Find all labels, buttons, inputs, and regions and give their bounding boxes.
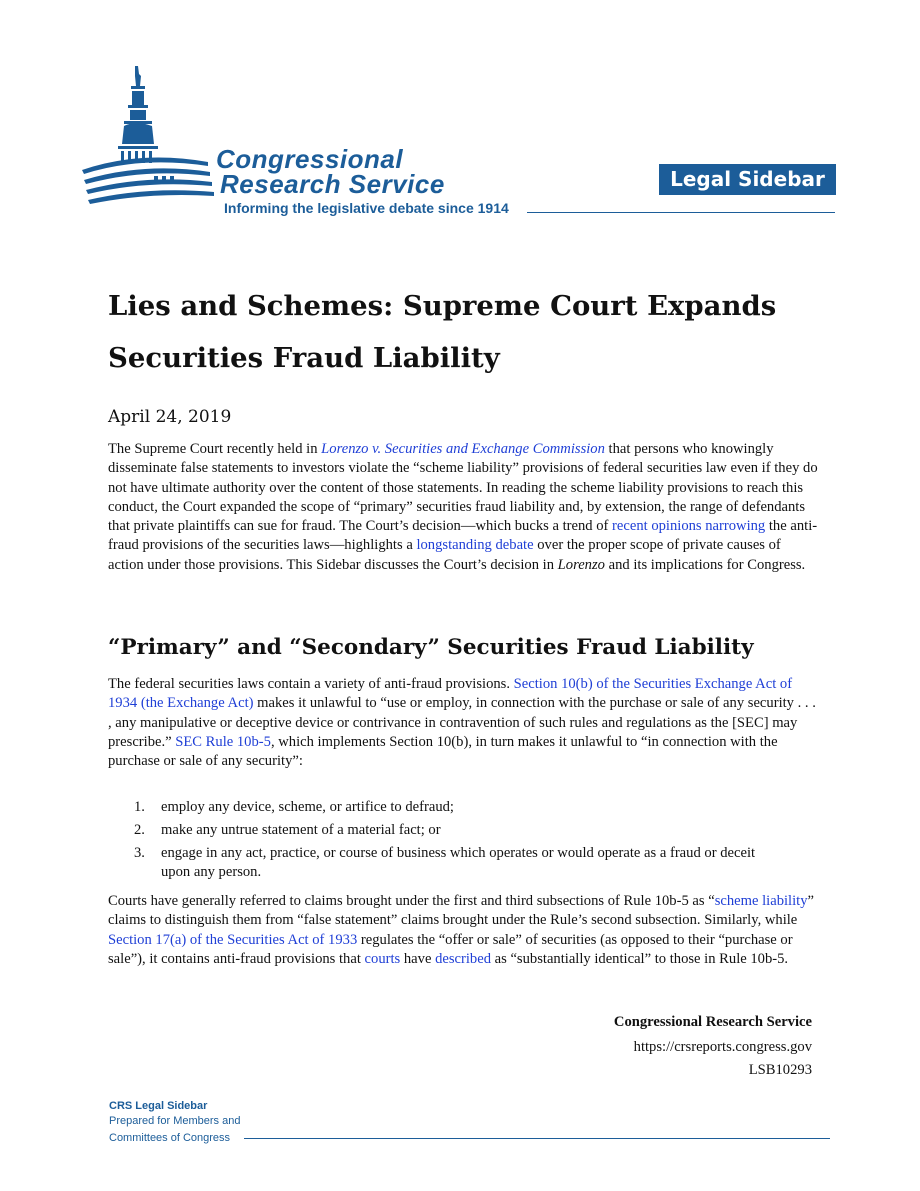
capitol-dome-logo [80,64,220,214]
section-paragraph-2: Courts have generally referred to claims brought under the first and third subsections of Rule 10b-5 as “scheme liability” claims to distinguish them from “false statement” claims brought under the Rule’s second subsection. Similarly, while Section 17(a) of the Securities Act of 1933 regulates the “offer or sale” of securities (as opposed to their “purchase or sale”), it contains anti-fraud provisions that courts have described as “substantially identical” to those in Rule 10b-5. [108,893,814,967]
footer-line3: Committees of Congress [109,1132,231,1144]
section-10b-link[interactable]: Section 10(b) of the Securities Exchange Act of 1934 (the Exchange Act) [108,676,793,712]
report-id: LSB10293 [748,1062,812,1078]
page-title: Lies and Schemes: Supreme Court Expands Securities Fraud Liability [108,290,777,374]
described-link[interactable]: described [435,950,491,967]
footer-line2: Prepared for Members and [109,1115,241,1127]
footer-rule [244,1138,830,1139]
lorenzo-case-link[interactable]: Lorenzo v. Securities and Exchange Commission [321,441,605,457]
publication-date: April 24, 2019 [108,407,232,427]
header-rule [527,212,835,213]
footer-title: CRS Legal Sidebar [109,1100,208,1112]
signature-url: https://crsreports.congress.gov [633,1039,812,1055]
org-tagline: Informing the legislative debate since 1914 [224,200,509,216]
section-paragraph-1: The federal securities laws contain a variety of anti-fraud provisions. Section 10(b) of the Securities Exchange Act of 1934 (the Exchange Act) makes it unlawful to “use or employ, in connection with the purchase or sale of any security . . . , any manipulative or deceptive device or contrivance in contravention of such rules and regulations as the [SEC] may prescribe.” SEC Rule 10b-5, which implements Section 10(b), in turn makes it unlawful to “in connection with the purchase or sale of any security”: [108,676,816,770]
signature-org: Congressional Research Service [613,1014,812,1030]
legal-sidebar-badge: Legal Sidebar [659,164,836,195]
rule-10b5-link[interactable]: SEC Rule 10b-5 [175,733,271,750]
scheme-liability-link[interactable]: scheme liability [714,893,808,909]
intro-paragraph: The Supreme Court recently held in Lorenzo v. Securities and Exchange Commission that persons who knowingly disseminate false statements to investors violate the “scheme liability” provisions of federal securities law even if they do not have ultimate authority over the content of those statements. In reading the scheme liability provisions to reach this conduct, the Court expanded the scope of “primary” securities fraud liability and, by extension, the range of defendants that private plaintiffs can sue for fraud. The Court’s decision—which bucks a trend of recent opinions narrowing the anti-fraud provisions of the securities laws—highlights a longstanding debate over the proper scope of private causes of action under those provisions. This Sidebar discusses the Court’s decision in Lorenzo and its implications for Congress. [108,441,818,573]
section-heading: “Primary” and “Secondary” Securities Fraud Liability [108,635,754,660]
longstanding-debate-link[interactable]: longstanding debate [416,537,534,554]
section-17a-link[interactable]: Section 17(a) of the Securities Act of 1933 [108,931,358,948]
org-name-line1: Congressional [216,144,404,174]
recent-opinions-link[interactable]: recent opinions narrowing [612,518,766,535]
org-name-line2: Research Service [220,169,445,199]
courts-link[interactable]: courts [364,950,401,967]
